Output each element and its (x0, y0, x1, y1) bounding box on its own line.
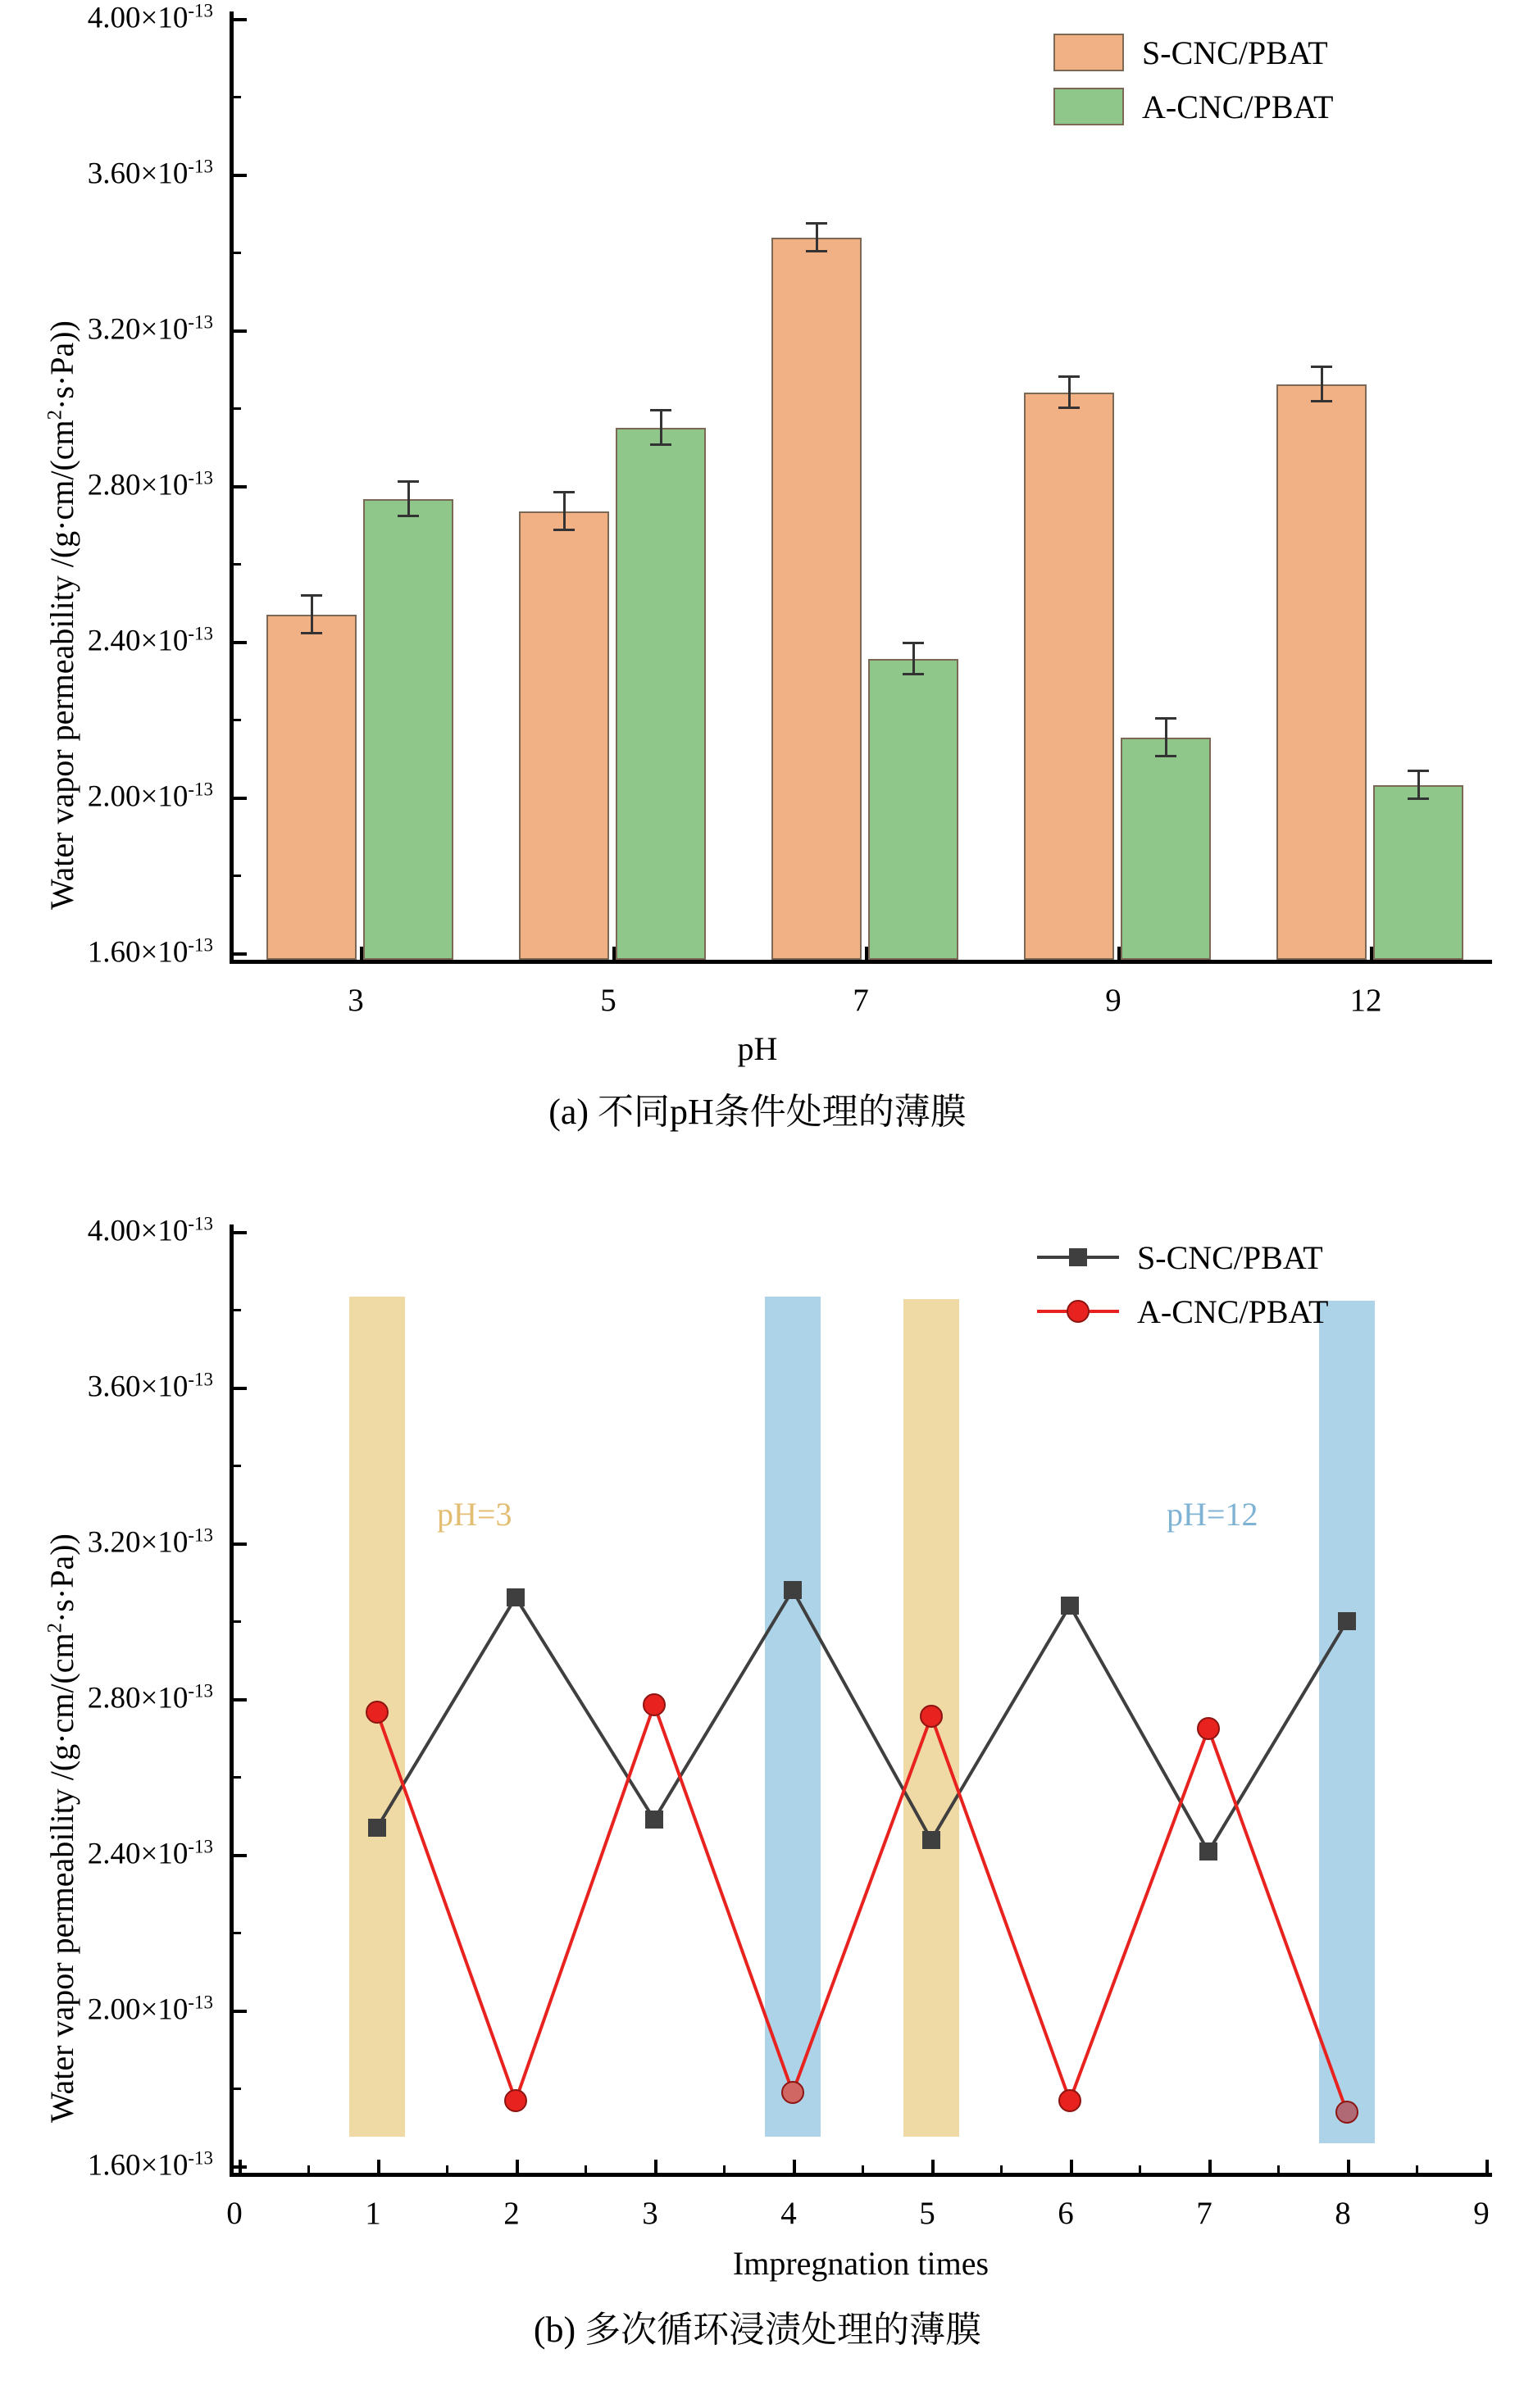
panel-a-xtick-label: 12 (1349, 983, 1382, 1018)
legend-label-a-cnc: A-CNC/PBAT (1142, 88, 1334, 125)
bar-s-cnc-ph9 (1024, 393, 1114, 960)
bar-a-cnc-ph3 (363, 499, 453, 960)
bar-s-cnc-ph5 (519, 511, 609, 960)
panel-a-xtick-label: 7 (853, 983, 869, 1018)
panel-b-plot-area (230, 1224, 1492, 2177)
panel-b-xtick-label: 6 (1058, 2196, 1074, 2231)
point-a-cnc (920, 1705, 943, 1728)
panel-b-ytick-label: $2.80\times 10^{-13}$ (87, 1680, 213, 1715)
bar-s-cnc-ph3 (266, 615, 357, 960)
bar-a-cnc-ph5 (616, 428, 706, 960)
panel-b-x-axis-title: Impregnation times (732, 2245, 990, 2282)
panel-a-caption: (a) 不同pH条件处理的薄膜 (548, 1092, 967, 1132)
panel-a-ytick-label: $3.60\times 10^{-13}$ (87, 156, 213, 191)
legend-item-a-cnc (1053, 85, 1333, 128)
panel-a-xtick-label: 3 (348, 983, 364, 1018)
point-a-cnc (504, 2089, 527, 2112)
point-s-cnc (368, 1819, 386, 1837)
panel-b-ytick-label: $3.60\times 10^{-13}$ (87, 1369, 213, 1404)
panel-b-xtick-label: 3 (642, 2196, 658, 2231)
panel-a-x-axis-title: pH (737, 1030, 778, 1067)
point-a-cnc (366, 1701, 389, 1724)
panel-b-xtick-label: 9 (1473, 2196, 1490, 2231)
panel-b-xtick-label: 1 (365, 2196, 381, 2231)
legend-item-s-cnc (1053, 31, 1333, 74)
annotation-ph3: pH=3 (437, 1496, 512, 1533)
panel-b-ytick-label: $3.20\times 10^{-13}$ (87, 1524, 213, 1560)
panel-a-legend (1053, 31, 1333, 139)
panel-b-ytick-label: $2.00\times 10^{-13}$ (87, 1992, 213, 2027)
panel-b-legend (1037, 1236, 1328, 1344)
point-a-cnc (643, 1693, 666, 1716)
bar-s-cnc-ph12 (1276, 384, 1367, 960)
panel-a-xtick-label: 5 (600, 983, 616, 1018)
panel-a-ytick-label: $2.40\times 10^{-13}$ (87, 623, 213, 658)
point-a-cnc (1197, 1717, 1220, 1740)
point-s-cnc (645, 1811, 663, 1829)
bar-s-cnc-ph7 (771, 238, 862, 960)
panel-b-xtick-label: 4 (780, 2196, 797, 2231)
panel-a (0, 0, 1515, 1164)
legend-marker-a-cnc (1037, 1293, 1119, 1330)
bar-a-cnc-ph7 (868, 659, 958, 960)
panel-b-xtick-label: 8 (1335, 2196, 1351, 2231)
point-s-cnc (784, 1581, 802, 1599)
panel-b-caption: (b) 多次循环浸渍处理的薄膜 (533, 2310, 982, 2350)
legend-item-a-cnc (1037, 1290, 1328, 1333)
panel-b-series-lines (234, 1224, 1496, 2177)
panel-b (0, 1188, 1515, 2408)
panel-b-ytick-label: $4.00\times 10^{-13}$ (87, 1213, 213, 1248)
point-a-cnc (1335, 2101, 1358, 2124)
panel-b-y-axis-title: Water vapor permeability $/(g\cdot cm/(cm^2\cdot s\cdot Pa))$ (43, 1533, 80, 2123)
legend-swatch-a-cnc (1053, 88, 1124, 125)
point-a-cnc (781, 2081, 804, 2104)
line-a-cnc (377, 1705, 1347, 2112)
panel-b-xtick-label: 5 (919, 2196, 935, 2231)
panel-a-plot-area (230, 11, 1492, 964)
bar-a-cnc-ph9 (1121, 738, 1211, 960)
point-s-cnc (507, 1588, 525, 1606)
panel-b-xtick-label: 0 (226, 2196, 243, 2231)
legend-marker-s-cnc (1037, 1238, 1119, 1276)
panel-a-ytick-label: $2.00\times 10^{-13}$ (87, 779, 213, 814)
legend-swatch-s-cnc (1053, 34, 1124, 71)
point-s-cnc (1199, 1842, 1217, 1861)
panel-a-ytick-label: $2.80\times 10^{-13}$ (87, 467, 213, 502)
legend-item-s-cnc (1037, 1236, 1328, 1279)
panel-b-ytick-label: $1.60\times 10^{-13}$ (87, 2147, 213, 2183)
panel-a-xtick-label: 9 (1105, 983, 1121, 1018)
bar-a-cnc-ph12 (1373, 785, 1463, 960)
panel-a-ytick-label: $1.60\times 10^{-13}$ (87, 934, 213, 970)
legend-label-s-cnc: S-CNC/PBAT (1137, 1238, 1323, 1276)
point-s-cnc (1338, 1612, 1356, 1630)
panel-b-xtick-label: 2 (503, 2196, 520, 2231)
panel-b-ytick-label: $2.40\times 10^{-13}$ (87, 1836, 213, 1871)
point-a-cnc (1058, 2089, 1081, 2112)
panel-b-xtick-label: 7 (1196, 2196, 1212, 2231)
point-s-cnc (922, 1831, 940, 1849)
annotation-ph12: pH=12 (1167, 1496, 1258, 1533)
panel-a-ytick-label: $3.20\times 10^{-13}$ (87, 311, 213, 347)
point-s-cnc (1061, 1597, 1079, 1615)
panel-a-y-axis-title: Water vapor permeability $/(g\cdot cm/(cm^2\cdot s\cdot Pa))$ (43, 320, 80, 910)
panel-a-ytick-label: $4.00\times 10^{-13}$ (87, 0, 213, 35)
legend-label-a-cnc: A-CNC/PBAT (1137, 1293, 1329, 1330)
legend-label-s-cnc: S-CNC/PBAT (1142, 34, 1328, 71)
